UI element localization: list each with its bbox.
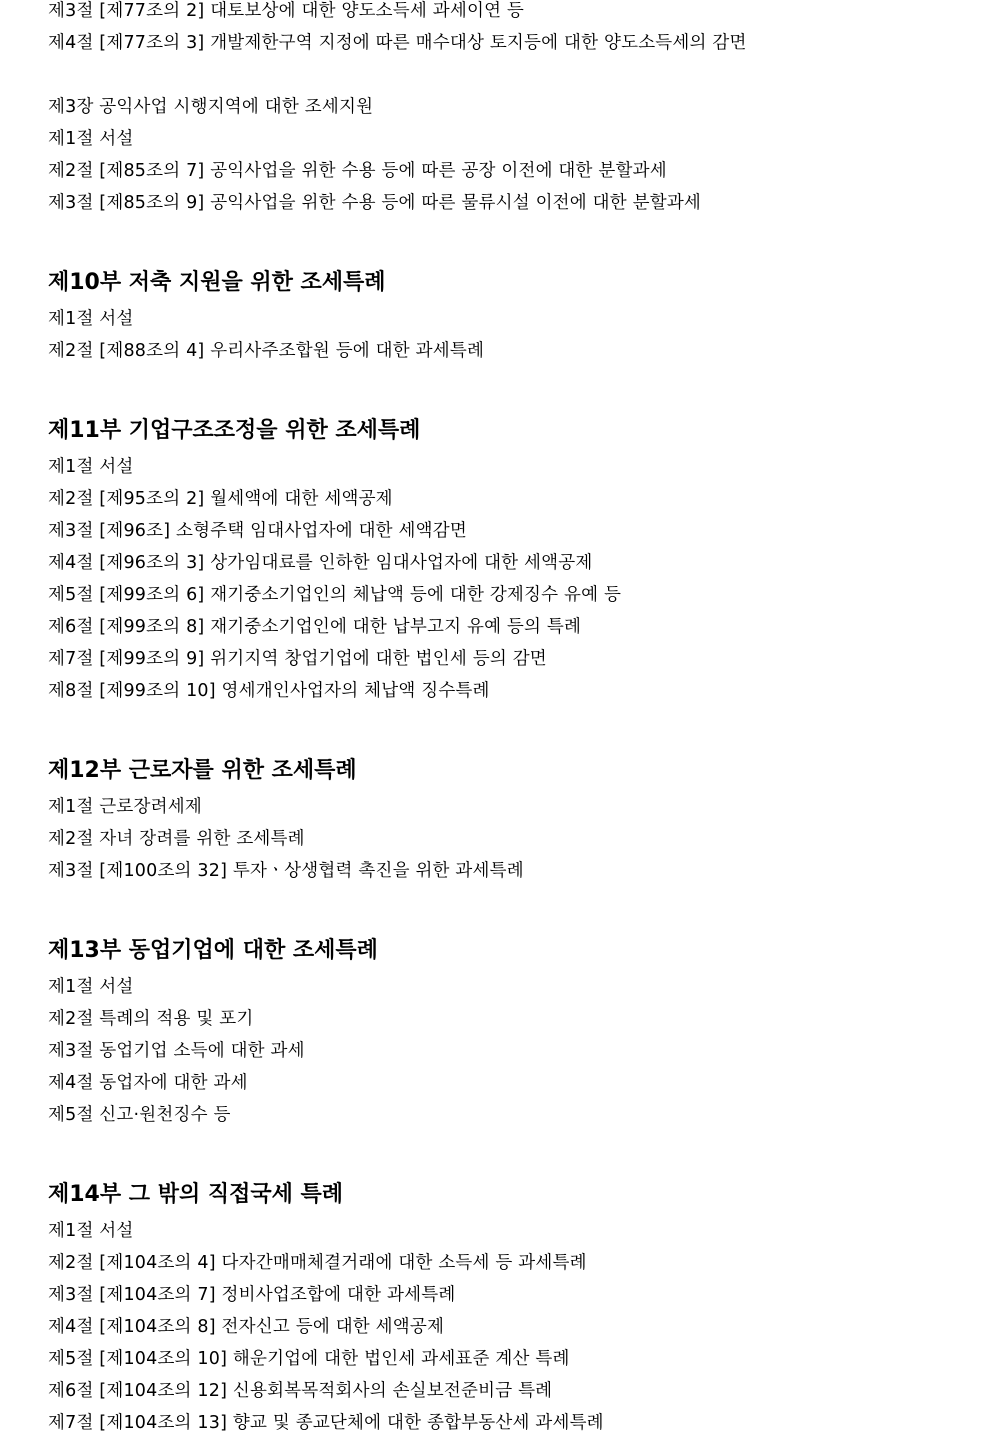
part-heading: 제14부 그 밖의 직접국세 특례 bbox=[48, 1182, 344, 1207]
part-heading: 제10부 저축 지원을 위한 조세특례 bbox=[48, 270, 386, 295]
toc-entry: 제1절 서설 bbox=[48, 1221, 134, 1241]
toc-entry: 제2절 [제95조의 2] 월세액에 대한 세액공제 bbox=[48, 489, 393, 509]
toc-entry: 제5절 [제104조의 10] 해운기업에 대한 법인세 과세표준 계산 특례 bbox=[48, 1349, 570, 1369]
toc-entry: 제8절 [제99조의 10] 영세개인사업자의 체납액 징수특례 bbox=[48, 681, 490, 701]
toc-entry: 제2절 특례의 적용 및 포기 bbox=[48, 1009, 254, 1029]
toc-entry: 제5절 신고·원천징수 등 bbox=[48, 1105, 231, 1125]
section-gap bbox=[48, 1131, 968, 1163]
toc-page bbox=[48, 0, 968, 1439]
toc-entry: 제2절 [제104조의 4] 다자간매매체결거래에 대한 소득세 등 과세특례 bbox=[48, 1253, 587, 1273]
toc-entry: 제2절 자녀 장려를 위한 조세특례 bbox=[48, 829, 305, 849]
section-gap bbox=[48, 59, 968, 91]
toc-entry: 제1절 서설 bbox=[48, 129, 134, 149]
toc-entry: 제3절 [제96조] 소형주택 임대사업자에 대한 세액감면 bbox=[48, 521, 467, 541]
section-gap bbox=[48, 707, 968, 739]
section-gap bbox=[48, 219, 968, 251]
toc-entry: 제3절 [제104조의 7] 정비사업조합에 대한 과세특례 bbox=[48, 1285, 456, 1305]
section-gap bbox=[48, 367, 968, 399]
toc-entry: 제1절 서설 bbox=[48, 309, 134, 329]
toc-entry: 제7절 [제99조의 9] 위기지역 창업기업에 대한 법인세 등의 감면 bbox=[48, 649, 547, 669]
toc-entry: 제1절 서설 bbox=[48, 977, 134, 997]
toc-entry: 제3절 [제100조의 32] 투자ㆍ상생협력 촉진을 위한 과세특례 bbox=[48, 861, 524, 881]
part-heading: 제13부 동업기업에 대한 조세특례 bbox=[48, 938, 378, 963]
part-heading: 제11부 기업구조조정을 위한 조세특례 bbox=[48, 418, 421, 443]
toc-entry: 제3장 공익사업 시행지역에 대한 조세지원 bbox=[48, 97, 374, 117]
toc-entry: 제1절 근로장려세제 bbox=[48, 797, 202, 817]
toc-entry: 제4절 동업자에 대한 과세 bbox=[48, 1073, 248, 1093]
part-heading: 제12부 근로자를 위한 조세특례 bbox=[48, 758, 357, 783]
toc-entry: 제3절 [제85조의 9] 공익사업을 위한 수용 등에 따른 물류시설 이전에 대한 분할과세 bbox=[48, 193, 702, 213]
toc-entry: 제3절 [제77조의 2] 대토보상에 대한 양도소득세 과세이연 등 bbox=[48, 1, 525, 21]
toc-entry: 제2절 [제85조의 7] 공익사업을 위한 수용 등에 따른 공장 이전에 대한 분할과세 bbox=[48, 161, 667, 181]
toc-entry: 제4절 [제96조의 3] 상가임대료를 인하한 임대사업자에 대한 세액공제 bbox=[48, 553, 593, 573]
section-gap bbox=[48, 887, 968, 919]
toc-entry: 제3절 동업기업 소득에 대한 과세 bbox=[48, 1041, 305, 1061]
toc-entry: 제6절 [제99조의 8] 재기중소기업인에 대한 납부고지 유예 등의 특례 bbox=[48, 617, 582, 637]
toc-entry: 제4절 [제77조의 3] 개발제한구역 지정에 따른 매수대상 토지등에 대한 양도소득세의 감면 bbox=[48, 33, 747, 53]
toc-entry: 제7절 [제104조의 13] 향교 및 종교단체에 대한 종합부동산세 과세특례 bbox=[48, 1413, 604, 1433]
toc-entry: 제6절 [제104조의 12] 신용회복목적회사의 손실보전준비금 특례 bbox=[48, 1381, 553, 1401]
toc-entry: 제2절 [제88조의 4] 우리사주조합원 등에 대한 과세특례 bbox=[48, 341, 485, 361]
toc-entry: 제1절 서설 bbox=[48, 457, 134, 477]
toc-entry: 제4절 [제104조의 8] 전자신고 등에 대한 세액공제 bbox=[48, 1317, 445, 1337]
toc-entry: 제5절 [제99조의 6] 재기중소기업인의 체납액 등에 대한 강제징수 유예 등 bbox=[48, 585, 622, 605]
